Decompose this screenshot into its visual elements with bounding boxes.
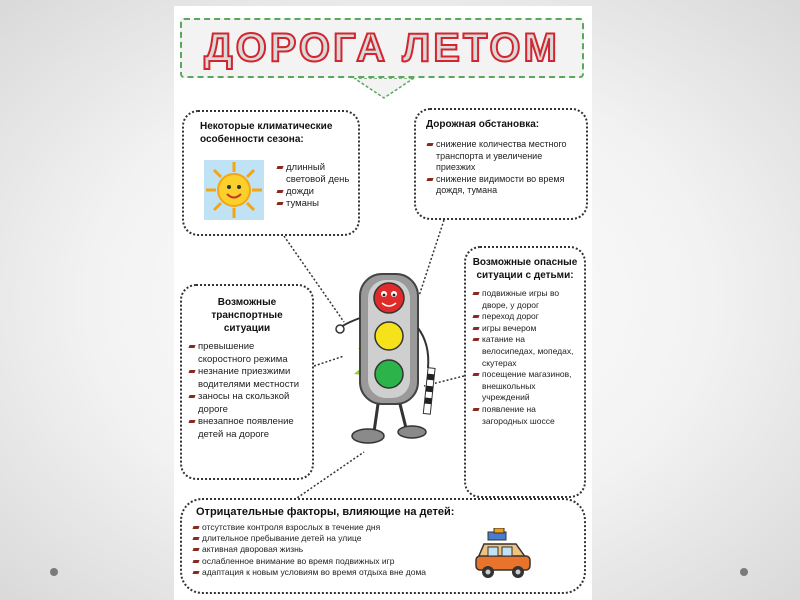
list-item: появление на загородных шоссе <box>472 404 578 427</box>
list-item: посещение магазинов, внешкольных учреждений <box>472 369 578 404</box>
page-title: ДОРОГА ЛЕТОМ <box>204 25 560 70</box>
road-heading: Дорожная обстановка: <box>426 119 540 130</box>
list-item: длинный световой день <box>276 162 360 186</box>
negative-heading: Отрицательные факторы, влияющие на детей: <box>196 506 455 518</box>
list-item: снижение количества местного транспорта и увеличение приезжих <box>426 139 576 174</box>
list-item: адаптация к новым условиям во время отдыха вне дома <box>192 567 492 578</box>
list-item: отсутствие контроля взрослых в течение дня <box>192 522 492 533</box>
list-item: снижение видимости во время дождя, тумана <box>426 174 576 197</box>
list-item: ослабленное внимание во время подвижных игр <box>192 556 492 567</box>
transport-bubble <box>180 284 314 480</box>
list-item: длительное пребывание детей на улице <box>192 533 492 544</box>
car-icon <box>472 528 532 580</box>
list-item: игры вечером <box>472 323 578 335</box>
negative-factors-bubble <box>180 498 586 594</box>
list-item: внезапное появление детей на дороге <box>188 416 306 441</box>
transport-heading: Возможные транспортные ситуации <box>211 297 283 334</box>
prev-slide-dot[interactable] <box>50 568 58 576</box>
road-bubble <box>414 108 588 220</box>
list-item: превышение скоростного режима <box>188 341 306 366</box>
poster <box>174 6 592 600</box>
list-item: дожди <box>276 186 360 198</box>
list-item: переход дорог <box>472 311 578 323</box>
sun-icon <box>204 160 264 220</box>
list-item: туманы <box>276 198 360 210</box>
danger-bubble <box>464 246 586 498</box>
danger-heading: Возможные опасные ситуации с детьми: <box>472 257 578 281</box>
list-item: активная дворовая жизнь <box>192 544 492 555</box>
climate-heading: Некоторые климатические особенности сезона: <box>200 121 333 145</box>
traffic-light-icon <box>334 268 454 450</box>
next-slide-dot[interactable] <box>740 568 748 576</box>
climate-bubble <box>182 110 360 236</box>
list-item: незнание приезжими водителями местности <box>188 366 306 391</box>
list-item: заносы на скользкой дороге <box>188 391 306 416</box>
list-item: катание на велосипедах, мопедах, скутерах <box>472 334 578 369</box>
list-item: подвижные игры во дворе, у дорог <box>472 288 578 311</box>
